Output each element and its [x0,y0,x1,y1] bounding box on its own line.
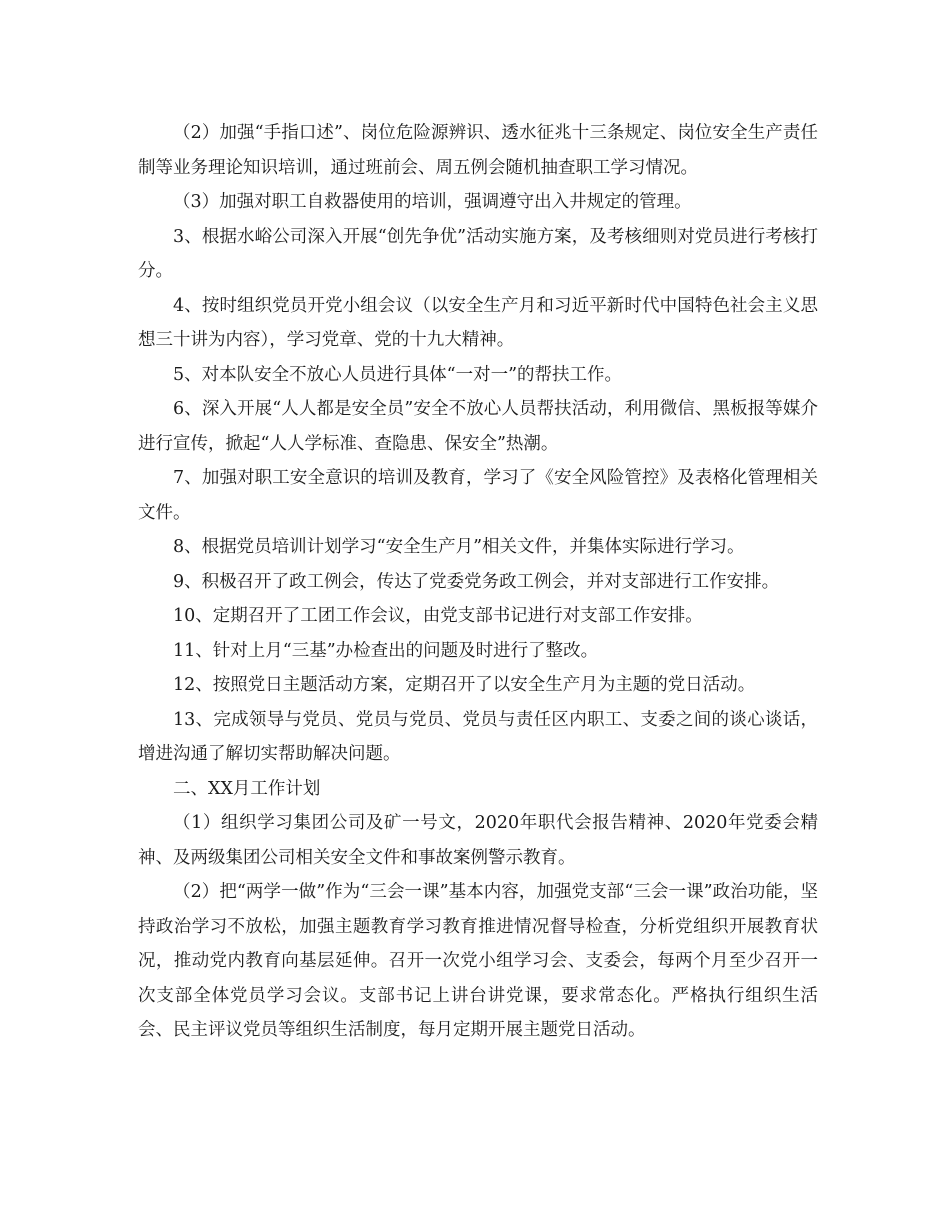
paragraph-item-5: 5、对本队安全不放心人员进行具体“一对一”的帮扶工作。 [173,364,623,385]
paragraph-item-9: 9、积极召开了政工例会，传达了党委党务政工例会，并对支部进行工作安排。 [173,571,780,592]
paragraph-training-item-3: （3）加强对职工自救器使用的培训，强调遵守出入井规定的管理。 [173,192,692,212]
paragraph-item-7: 7、加强对职工安全意识的培训及教育，学习了《安全风险管控》及表格化管理相关文件。 [138,468,818,523]
paragraph-item-3: 3、根据水峪公司深入开展“创先争优”活动实施方案，及考核细则对党员进行考核打分。 [138,226,818,281]
paragraph-item-4: 4、按时组织党员开党小组会议（以安全生产月和习近平新时代中国特色社会主义思想三十讲为内容），学习党章、党的十九大精神。 [138,295,818,350]
paragraph-item-13: 13、完成领导与党员、党员与党员、党员与责任区内职工、支委之间的谈心谈话，增进沟通了解切实帮助解决问题。 [138,709,818,764]
paragraph-item-11: 11、针对上月“三基”办检查出的问题及时进行了整改。 [173,640,599,661]
paragraph-plan-item-1: （1）组织学习集团公司及矿一号文，2020年职代会报告精神、2020年党委会精神、及两级集团公司相关安全文件和事故案例警示教育。 [138,813,818,868]
paragraph-item-12: 12、按照党日主题活动方案，定期召开了以安全生产月为主题的党日活动。 [173,675,756,695]
document-body [138,116,818,1048]
paragraph-plan-item-2: （2）把“两学一做”作为“三会一课”基本内容，加强党支部“三会一课”政治功能，坚持政治学习不放松，加强主题教育学习教育推进情况督导检查，分析党组织开展教育状况，推动党内教育向基层延伸。召开一次党小组学习会、支委会，每两个月至少召开一次支部全体党员学习会议。支部书记上讲台讲党课，要求常态化。严格执行组织生活会、民主评议党员等组织生活制度，每月定期开展主题党日活动。 [138,882,818,1040]
paragraph-item-8: 8、根据党员培训计划学习“安全生产月”相关文件，并集体实际进行学习。 [173,537,745,557]
paragraph-item-6: 6、深入开展“人人都是安全员”安全不放心人员帮扶活动，利用微信、黑板报等媒介进行宣传，掀起“人人学标准、查隐患、保安全”热潮。 [138,399,818,454]
section-heading-work-plan: 二、XX月工作计划 [173,778,321,799]
paragraph-item-10: 10、定期召开了工团工作会议，由党支部书记进行对支部工作安排。 [173,606,703,626]
paragraph-training-item-2: （2）加强“手指口述”、岗位危险源辨识、透水征兆十三条规定、岗位安全生产责任制等业务理论知识培训，通过班前会、周五例会随机抽查职工学习情况。 [138,123,818,178]
